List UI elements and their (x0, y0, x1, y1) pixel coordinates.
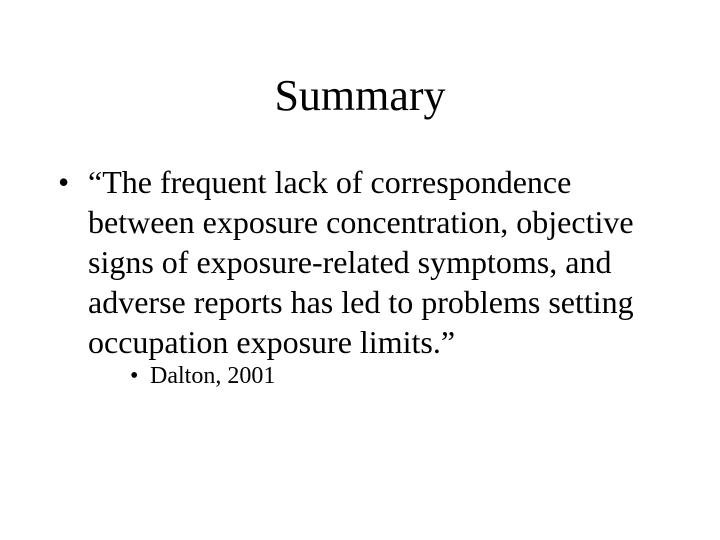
sub-bullet-marker: • (130, 363, 139, 389)
quote-line: occupation exposure limits.” (88, 324, 456, 360)
quote-line: between exposure concentration, objective (88, 204, 634, 240)
bullet-marker: • (58, 164, 70, 200)
citation-text: Dalton, 2001 (150, 363, 276, 389)
quote-line: adverse reports has led to problems setting (88, 284, 634, 320)
quote-text (88, 162, 708, 362)
slide-title: Summary (274, 71, 446, 120)
quote-line: signs of exposure-related symptoms, and (88, 244, 612, 280)
quote-line: “The frequent lack of correspondence (88, 164, 572, 200)
